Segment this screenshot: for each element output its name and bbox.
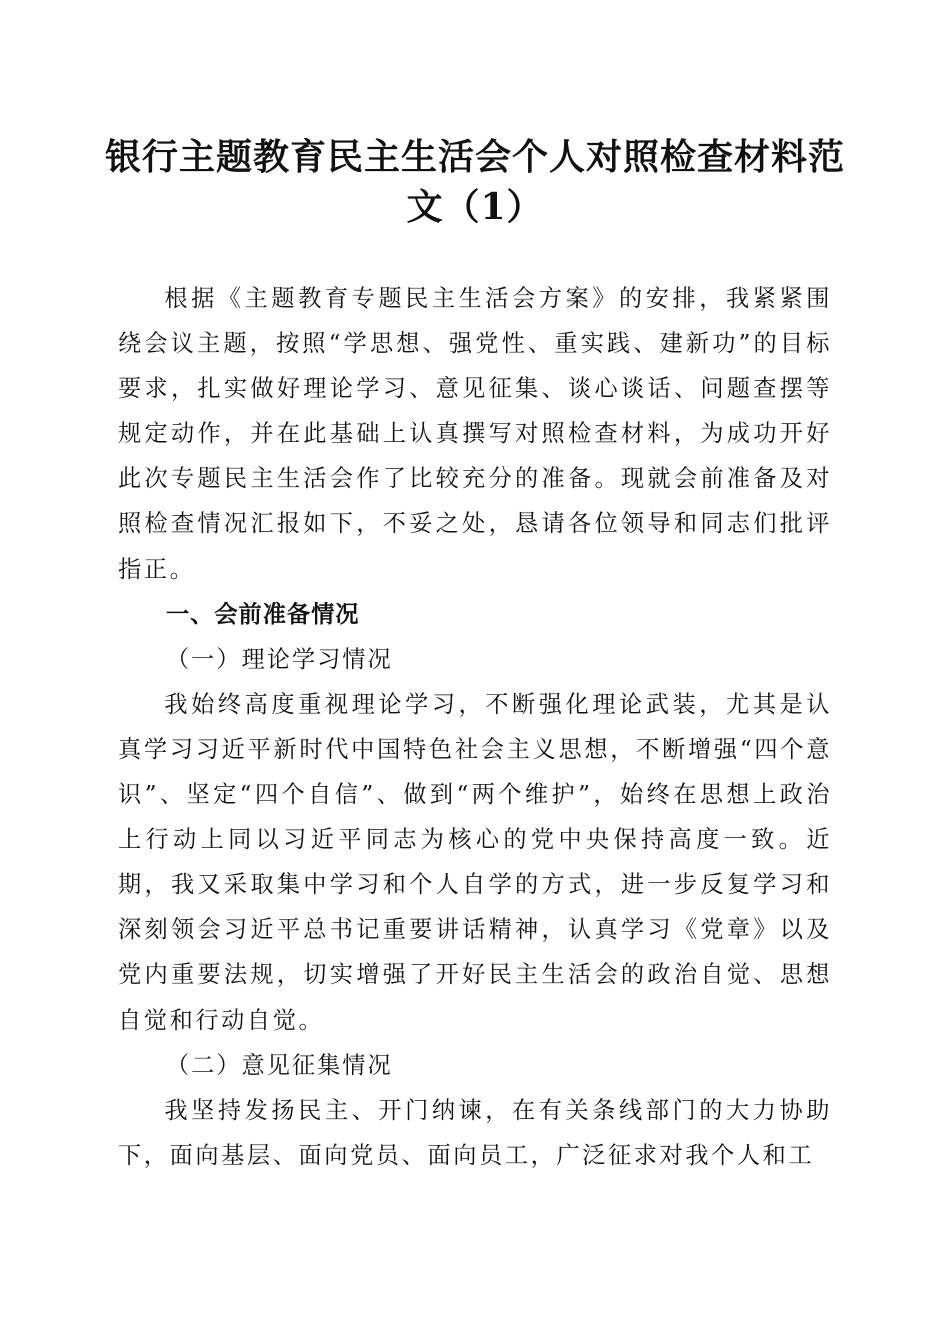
document-title [100,132,850,232]
subsection-heading-2: （二）意见征集情况 [166,1051,393,1079]
title-line-1: 银行主题教育民主生活会个人对照检查材料范 [104,136,845,178]
subsection-1-paragraph: 我始终高度重视理论学习，不断强化理论武装，尤其是认真学习习近平新时代中国特色社会主义思想，不断增强“四个意识”、坚定“四个自信”、做到“两个维护”，始终在思想上政治上行动上同以习近平同志为核心的党中央保持高度一致。近期，我又采取集中学习和个人自学的方式，进一步反复学习和深刻领会习近平总书记重要讲话精神，认真学习《党章》以及党内重要法规，切实增强了开好民主生活会的政治自觉、思想自觉和行动自觉。 [118,690,832,1034]
subsection-2-paragraph: 我坚持发扬民主、开门纳谏，在有关条线部门的大力协助下，面向基层、面向党员、面向员工，广泛征求对我个人和工 [118,1096,832,1169]
section-heading-1: 一、会前准备情况 [166,600,360,628]
document-body [118,276,832,1178]
intro-paragraph: 根据《主题教育专题民主生活会方案》的安排，我紧紧围绕会议主题，按照“学思想、强党性、重实践、建新功”的目标要求，扎实做好理论学习、意见征集、谈心谈话、问题查摆等规定动作，并在此基础上认真撰写对照检查材料，为成功开好此次专题民主生活会作了比较充分的准备。现就会前准备及对照检查情况汇报如下，不妥之处，恳请各位领导和同志们批评指正。 [118,285,832,583]
title-line-2: 文（1） [406,186,544,228]
subsection-heading-1: （一）理论学习情况 [166,645,393,673]
